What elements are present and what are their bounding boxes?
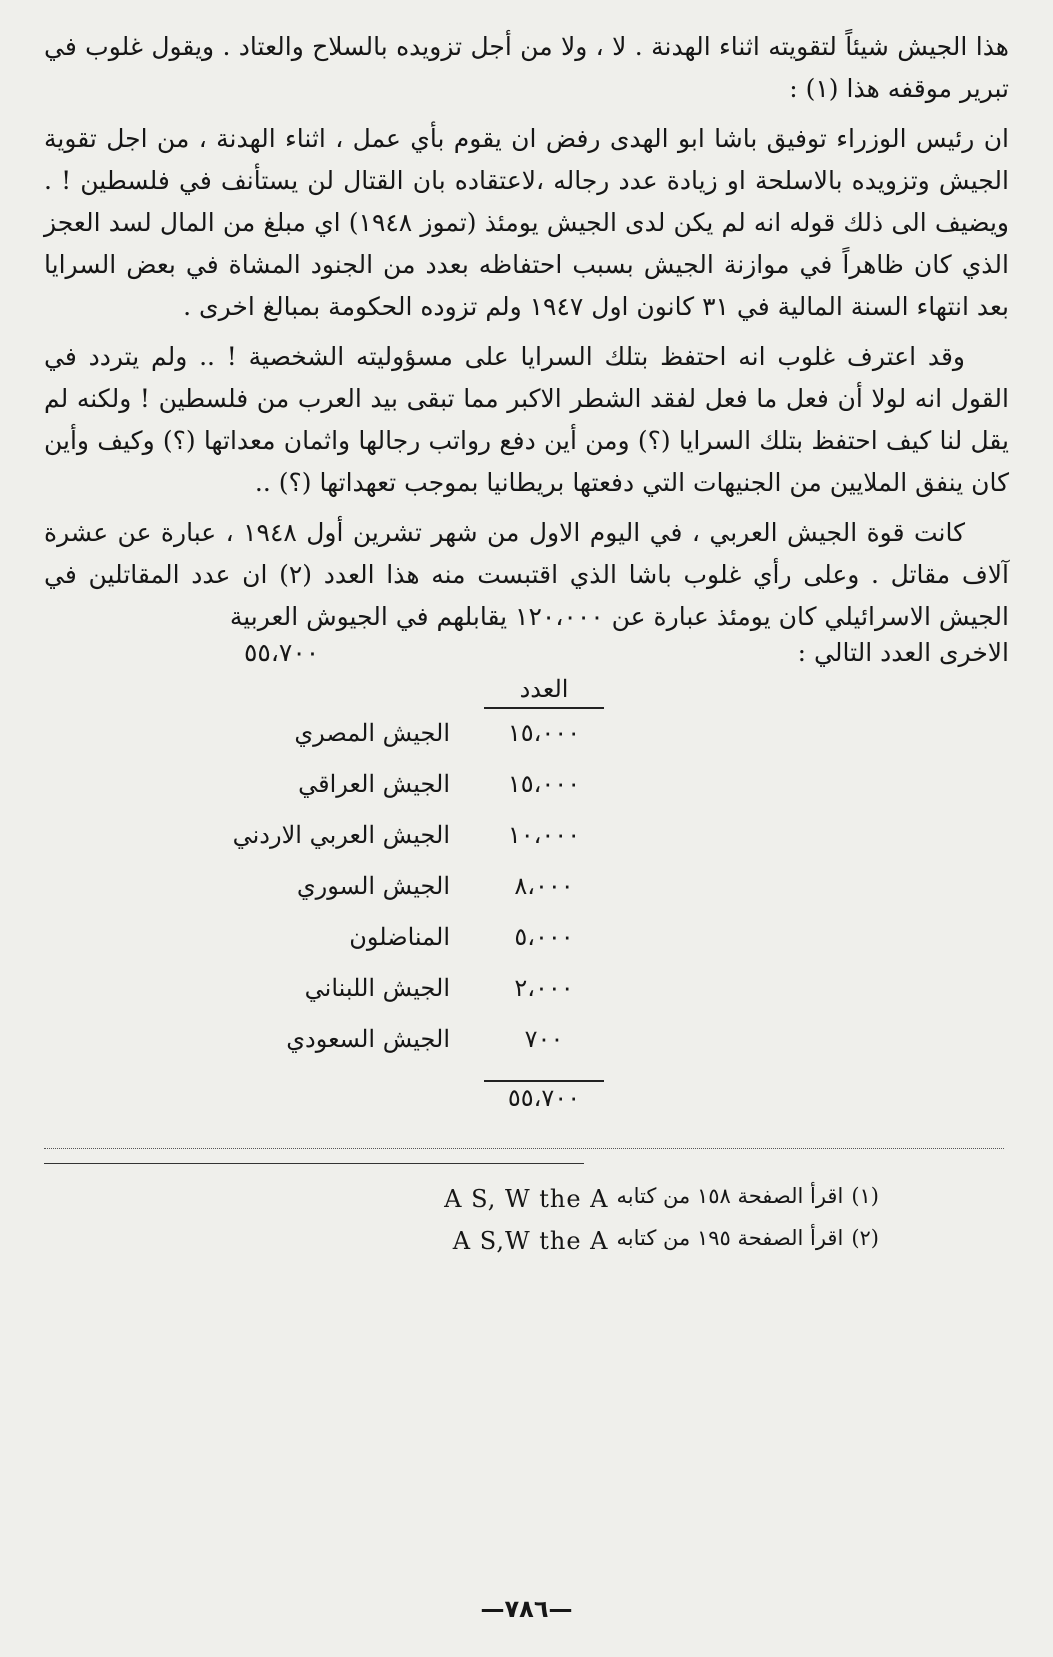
footnote-dotted-divider [44, 1148, 1004, 1149]
table-row [44, 974, 604, 1025]
paragraph-4: كانت قوة الجيش العربي ، في اليوم الاول من شهر تشرين أول ١٩٤٨ ، عبارة عن عشرة آلاف مقاتل . وعلى رأي غلوب باشا الذي اقتبست منه هذا العدد (٢) ان عدد المقاتلين في الجيش الاسرائيلي كان يومئذ عبارة عن ١٢٠،٠٠٠ يقابلهم في الجيوش العربية [44, 518, 1009, 631]
footnote-1 [44, 1178, 879, 1220]
table-lead-line [44, 638, 1009, 667]
table-row [44, 923, 604, 974]
paragraph-2: ان رئيس الوزراء توفيق باشا ابو الهدى رفض ان يقوم بأي عمل ، اثناء الهدنة ، من اجل تقوية الجيش وتزويده بالاسلحة او زيادة عدد رجاله ،لاعتقاده بان القتال لن يستأنف في فلسطين ! . ويضيف الى ذلك قوله انه لم يكن لدى الجيش يومئذ (تموز ١٩٤٨) اي مبلغ من المال لسد العجز الذي كان ظاهراً في موازنة الجيش بسبب احتفاظه بعدد من الجنود المشاة في بعض السرايا بعد انتهاء السنة المالية في ٣١ كانون اول ١٩٤٧ ولم تزوده الحكومة بمبالغ اخرى . [44, 124, 1009, 321]
row-count: ٧٠٠ [524, 1025, 564, 1053]
table-row [44, 872, 604, 923]
footnote-text: اقرأ الصفحة ١٩٥ من كتابه [616, 1226, 844, 1250]
footnote-latin: A S, W the A [444, 1185, 609, 1213]
row-army-name: الجيش اللبناني [304, 974, 450, 1002]
table-lead-text: الاخرى العدد التالي : [797, 638, 1009, 667]
row-army-name: الجيش السعودي [286, 1025, 450, 1053]
row-count: ٢،٠٠٠ [514, 974, 574, 1002]
army-strength-table [44, 675, 604, 1112]
row-army-name: الجيش العربي الاردني [232, 821, 450, 849]
table-total: ٥٥،٧٠٠ [507, 1084, 581, 1112]
table-lead-total: ٥٥،٧٠٠ [244, 638, 320, 667]
footnote-latin: A S,W the A [452, 1227, 609, 1255]
row-count: ٨،٠٠٠ [514, 872, 574, 900]
row-army-name: المناضلون [349, 923, 450, 951]
body-text [44, 26, 1009, 638]
row-army-name: الجيش المصري [294, 719, 450, 747]
row-army-name: الجيش السوري [296, 872, 450, 900]
row-count: ١٥،٠٠٠ [507, 770, 581, 798]
row-count: ١٥،٠٠٠ [507, 719, 581, 747]
table-row [44, 821, 604, 872]
table-row [44, 1025, 604, 1076]
row-count: ٥،٠٠٠ [514, 923, 574, 951]
table-header-row [44, 675, 604, 719]
footnote-marker: (١) [851, 1184, 879, 1208]
row-count: ١٠،٠٠٠ [507, 821, 581, 849]
table-header-count: العدد [484, 675, 604, 709]
paragraph-3: وقد اعترف غلوب انه احتفظ بتلك السرايا على مسؤوليته الشخصية ! .. ولم يتردد في القول انه لولا أن فعل ما فعل لفقد الشطر الاكبر مما تبقى بيد العرب من فلسطين ! ولكنه لم يقل لنا كيف احتفظ بتلك السرايا (؟) ومن أين دفع رواتب رجالها واثمان معداتها (؟) وكيف وأين كان ينفق الملايين من الجنيهات التي دفعتها بريطانيا بموجب تعهداتها (؟) .. [44, 342, 1009, 497]
table-row [44, 719, 604, 770]
footnote-marker: (٢) [851, 1226, 879, 1250]
table-row [44, 770, 604, 821]
row-army-name: الجيش العراقي [298, 770, 450, 798]
table-total-row [44, 1082, 604, 1112]
footnote-rule [44, 1163, 584, 1164]
footnote-text: اقرأ الصفحة ١٥٨ من كتابه [616, 1184, 844, 1208]
paragraph-1: هذا الجيش شيئاً لتقويته اثناء الهدنة . لا ، ولا من أجل تزويده بالسلاح والعتاد . ويقول غلوب في تبرير موقفه هذا (١) : [44, 32, 1009, 103]
page-number: —٧٨٦— [480, 1595, 573, 1623]
footnotes [44, 1178, 879, 1262]
footnote-2 [44, 1220, 879, 1262]
